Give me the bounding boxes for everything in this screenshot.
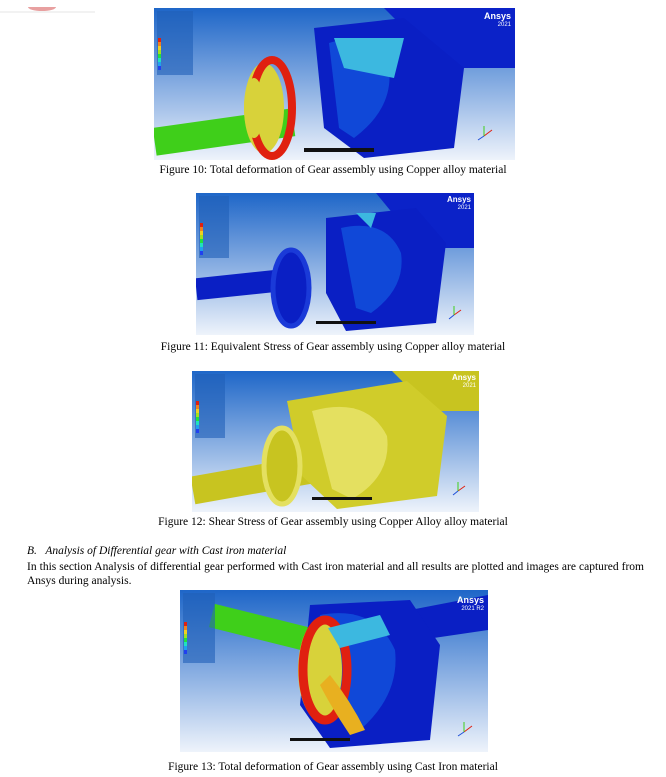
ansys-logo: Ansys 2021 [483,11,511,28]
figure-13-caption: Figure 13: Total deformation of Gear assembly using Cast Iron material [168,761,498,773]
figure-11-image [196,193,474,335]
ansys-logo: Ansys 2021 [446,195,471,211]
header-logo-fragment [0,0,95,6]
figure-10-caption: Figure 10: Total deformation of Gear assembly using Copper alloy material [159,164,507,176]
section-heading: B. Analysis of Differential gear with Cast iron material [27,545,287,557]
figure-12-caption: Figure 12: Shear Stress of Gear assembly using Copper Alloy alloy material [158,516,508,528]
ansys-logo: Ansys 2021 [451,373,476,389]
legend-box [157,11,193,75]
figure-10-image [154,8,515,160]
figure-13-image [180,590,488,752]
figure-11-caption: Figure 11: Equivalent Stress of Gear assembly using Copper alloy material [160,341,506,353]
ansys-logo: Ansys 2021 R2 [456,595,484,612]
section-body: In this section Analysis of differential gear performed with Cast iron material and all results are plotted and images are captured from Ansys during analysis. [27,561,644,587]
figure-12-image [192,371,479,512]
